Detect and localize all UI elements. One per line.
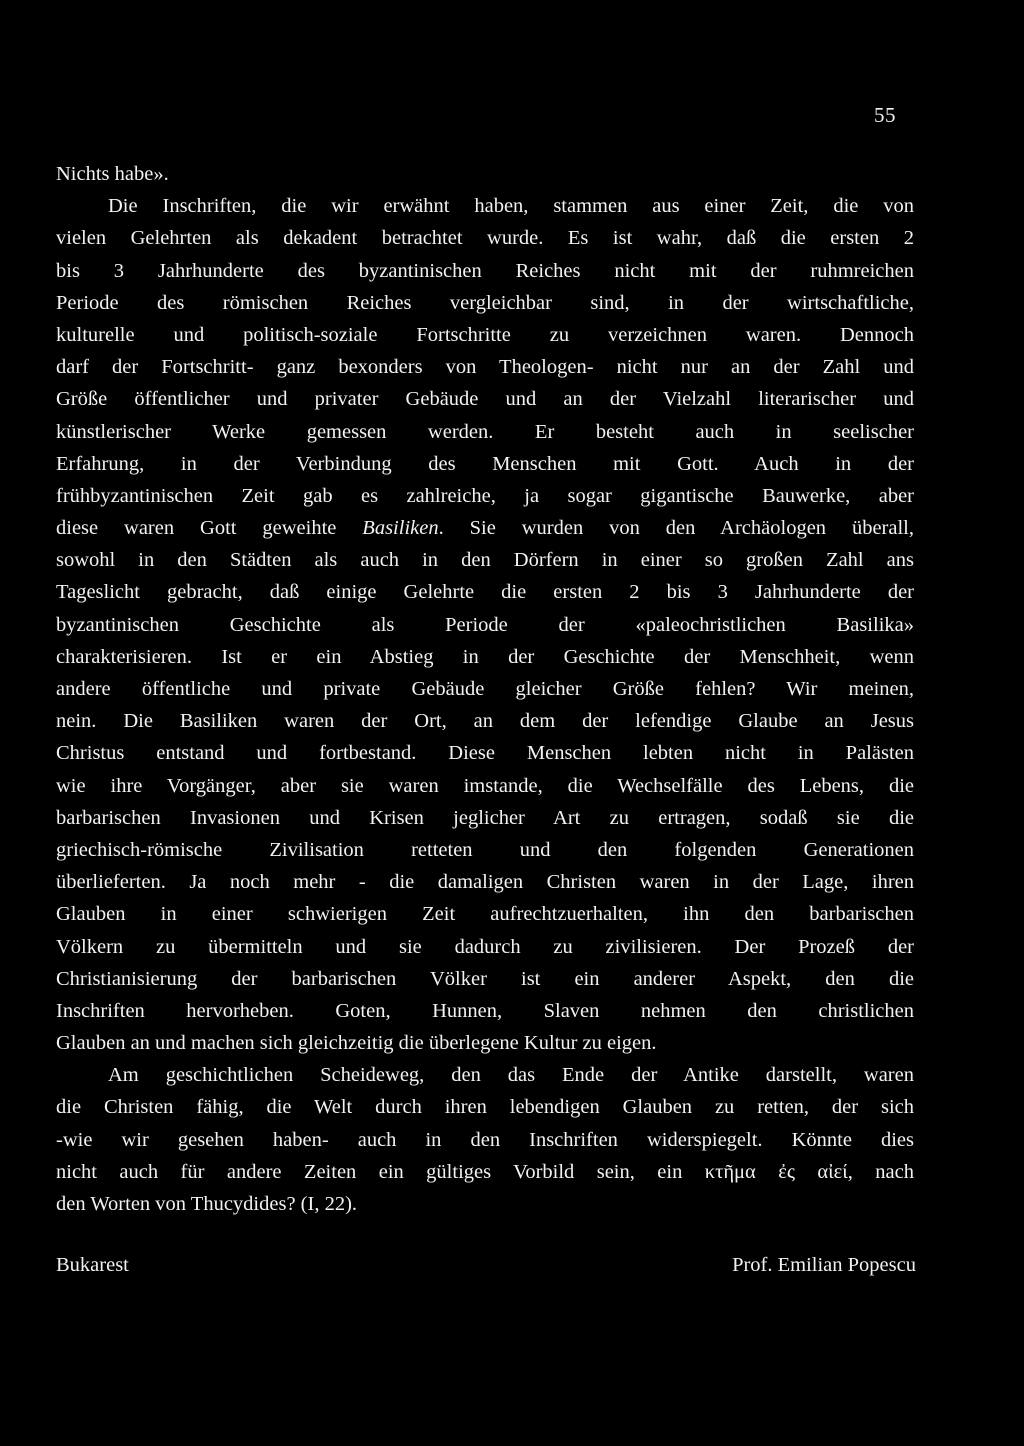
text-line: darf der Fortschritt- ganz bexonders von Theologen- nicht nur an der Zahl und xyxy=(56,356,914,379)
text-line: Christus entstand und fortbestand. Diese Menschen lebten nicht in Palästen xyxy=(56,742,914,765)
text-line: Völkern zu übermitteln und sie dadurch zu zivilisieren. Der Prozeß der xyxy=(56,935,914,958)
text-line: nein. Die Basiliken waren der Ort, an dem der lefendige Glaube an Jesus xyxy=(56,710,914,733)
text-line: Tageslicht gebracht, daß einige Gelehrte die ersten 2 bis 3 Jahrhunderte der xyxy=(56,581,914,604)
text-line: -wie wir gesehen haben- auch in den Inschriften widerspiegelt. Könnte dies xyxy=(56,1128,914,1151)
text-line: Glauben an und machen sich gleichzeitig die überlegene Kultur zu eigen. xyxy=(56,1032,657,1055)
text-line: Nichts habe». xyxy=(56,163,169,185)
text-line: künstlerischer Werke gemessen werden. Er besteht auch in seelischer xyxy=(56,420,914,443)
page-number: 55 xyxy=(874,103,896,127)
text-line: byzantinischen Geschichte als Periode der «paleochristlichen Basilika» xyxy=(56,613,914,636)
text-segment: diese waren Gott geweihte Basiliken. Sie wurden von den Archäologen überall, xyxy=(56,517,914,540)
text-line: charakterisieren. Ist er ein Abstieg in der Geschichte der Menschheit, wenn xyxy=(56,645,914,668)
text-line: Größe öffentlicher und privater Gebäude und an der Vielzahl literarischer und xyxy=(56,388,914,411)
text-line: griechisch-römische Zivilisation retteten und den folgenden Generationen xyxy=(56,838,914,861)
text-line: wie ihre Vorgänger, aber sie waren imstande, die Wechselfälle des Lebens, die xyxy=(56,774,914,797)
text-line: Inschriften hervorheben. Goten, Hunnen, Slaven nehmen den christlichen xyxy=(56,999,914,1022)
signature-place: Bukarest xyxy=(56,1254,129,1276)
text-line: Erfahrung, in der Verbindung des Menschen mit Gott. Auch in der xyxy=(56,452,914,475)
text-line: vielen Gelehrten als dekadent betrachtet wurde. Es ist wahr, daß die ersten 2 xyxy=(56,227,914,250)
text-line: Die Inschriften, die wir erwähnt haben, stammen aus einer Zeit, die von xyxy=(108,195,914,218)
text-line: die Christen fähig, die Welt durch ihren lebendigen Glauben zu retten, der sich xyxy=(56,1096,914,1119)
text-line: sowohl in den Städten als auch in den Dörfern in einer so großen Zahl ans xyxy=(56,549,914,572)
body-text xyxy=(56,158,914,1220)
text-line: Periode des römischen Reiches vergleichbar sind, in der wirtschaftliche, xyxy=(56,291,914,314)
signature-author: Prof. Emilian Popescu xyxy=(732,1254,916,1276)
text-line: Glauben in einer schwierigen Zeit aufrechtzuerhalten, ihn den barbarischen xyxy=(56,903,914,926)
text-line: nicht auch für andere Zeiten ein gültiges Vorbild sein, ein κτῆμα ἐς αἰεί, nach xyxy=(56,1160,914,1183)
text-line: andere öffentliche und private Gebäude gleicher Größe fehlen? Wir meinen, xyxy=(56,678,914,700)
text-line: barbarischen Invasionen und Krisen jeglicher Art zu ertragen, sodaß sie die xyxy=(56,806,914,829)
text-line: frühbyzantinischen Zeit gab es zahlreiche, ja sogar gigantische Bauwerke, aber xyxy=(56,484,914,507)
italic-word: Basiliken xyxy=(362,517,439,540)
text-line: den Worten von Thucydides? (I, 22). xyxy=(56,1193,358,1215)
text-line: kulturelle und politisch-soziale Fortschritte zu verzeichnen waren. Dennoch xyxy=(56,323,914,346)
text-line: überlieferten. Ja noch mehr - die damaligen Christen waren in der Lage, ihren xyxy=(56,871,914,894)
text-line-with-italic xyxy=(56,512,914,544)
text-line: bis 3 Jahrhunderte des byzantinischen Reiches nicht mit der ruhmreichen xyxy=(56,259,914,282)
text-line: Am geschichtlichen Scheideweg, den das Ende der Antike darstellt, waren xyxy=(108,1064,914,1087)
signature xyxy=(56,1254,916,1277)
text-line: Christianisierung der barbarischen Völker ist ein anderer Aspekt, den die xyxy=(56,967,914,990)
